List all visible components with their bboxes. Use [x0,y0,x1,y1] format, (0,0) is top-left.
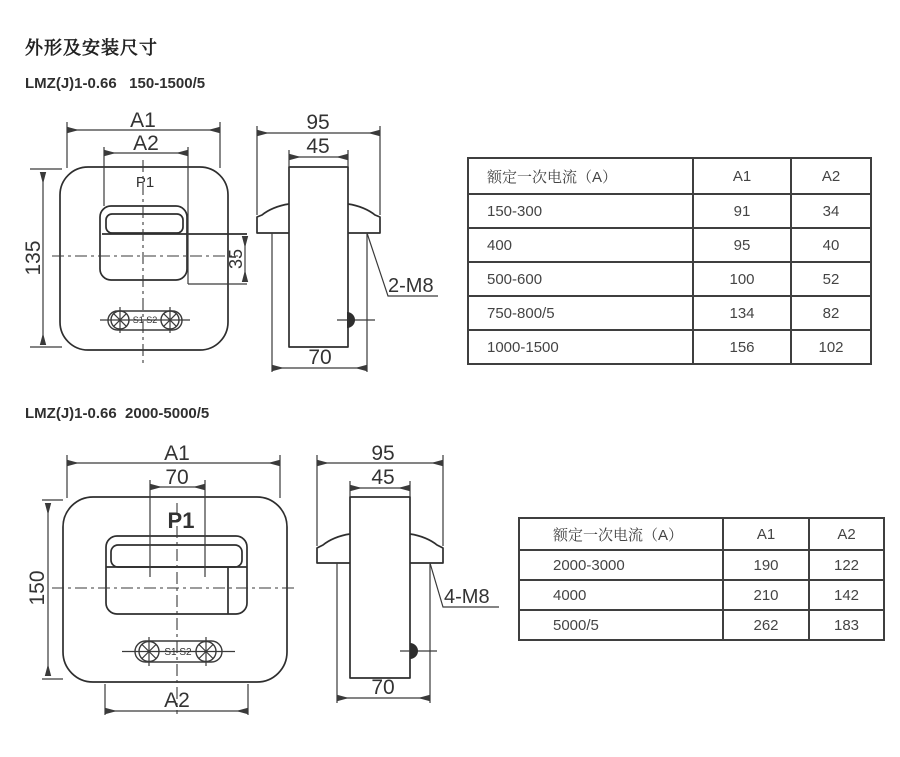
dim-135-label: 135 [22,240,45,276]
dimension-drawing-2 [0,435,510,740]
dim-95-label-2: 95 [371,442,395,465]
dimension-table-2 [518,517,885,641]
dim-a2-label-2: A2 [164,689,190,712]
dim-70-top-label: 70 [165,466,189,489]
terminal-s1s2-label-2: S1 S2 [164,647,192,658]
dim-95-label: 95 [306,111,330,134]
table-row: 5000/5 262 183 [519,610,884,640]
bolt-icon [410,643,418,659]
header-rated-current: 额定一次电流（A） [468,158,693,194]
front-view-2 [26,442,297,715]
bolt-icon [347,312,355,328]
dimension-table-1 [467,157,872,365]
header-a2: A2 [809,518,884,550]
model-subtitle-2: LMZ(J)1-0.66 2000-5000/5 [25,405,210,422]
side-view-1 [257,111,438,372]
table-row: 400 95 40 [468,228,871,262]
table-row: 4000 210 142 [519,580,884,610]
terminal-s1s2-label: S1 S2 [132,315,158,325]
terminal-p1-label-2: P1 [167,508,195,533]
dim-70-label-2: 70 [371,676,395,699]
dim-45-label-2: 45 [371,466,395,489]
table-header-row [468,158,871,194]
dim-a2-label: A2 [133,132,159,155]
front-view-1 [22,109,247,365]
page-title: 外形及安装尺寸 [25,38,158,58]
side-view-2 [317,442,499,703]
table-header-row [519,518,884,550]
mounting-holes-label-2: 4-M8 [444,586,490,608]
secondary-terminals-1 [100,307,190,333]
header-a1: A1 [723,518,809,550]
header-a1: A1 [693,158,791,194]
table-row: 2000-3000 190 122 [519,550,884,580]
dim-70-label-1: 70 [308,346,332,369]
dim-150-label: 150 [26,570,49,606]
table-row: 750-800/5 134 82 [468,296,871,330]
dim-45-label: 45 [306,135,330,158]
dim-35-label: 35 [226,248,246,270]
secondary-terminals-2 [122,637,235,666]
header-a2: A2 [791,158,871,194]
mounting-holes-label-1: 2-M8 [388,275,434,297]
model-subtitle-1: LMZ(J)1-0.66 150-1500/5 [25,75,206,92]
dim-a1-label-2: A1 [164,442,190,465]
table-row: 1000-1500 156 102 [468,330,871,364]
dimension-drawing-1 [0,95,470,385]
table-row: 150-300 91 34 [468,194,871,228]
header-rated-current: 额定一次电流（A） [519,518,723,550]
dim-a1-label: A1 [130,109,156,132]
terminal-p1-label: P1 [135,174,155,191]
table-row: 500-600 100 52 [468,262,871,296]
